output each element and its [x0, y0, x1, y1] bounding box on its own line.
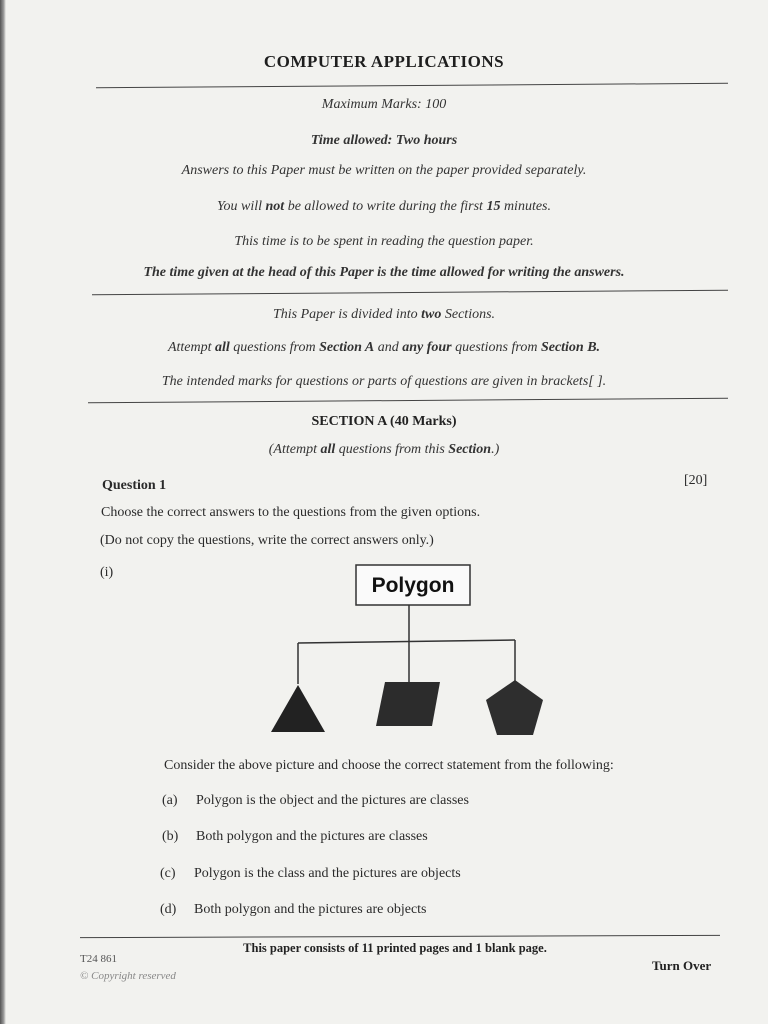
question-marks: [20]	[684, 473, 708, 488]
turn-over: Turn Over	[652, 958, 712, 973]
question-part-label: (i)	[100, 565, 114, 580]
divider	[88, 398, 728, 403]
pentagon-shape	[486, 680, 543, 735]
instruction-reading-time: You will not be allowed to write during the first 15 minutes.	[217, 199, 551, 214]
polygon-box-label: Polygon	[371, 574, 455, 597]
instruction-reading-purpose: This time is to be spent in reading the question paper.	[234, 234, 534, 249]
divider	[92, 290, 728, 295]
attempt-note: Attempt all questions from Section A and any four questions from Section B.	[167, 340, 601, 355]
question-prompt: Consider the above picture and choose the correct statement from the following:	[164, 758, 614, 773]
page-shadow-edge	[0, 0, 6, 1024]
instruction-time-given: The time given at the head of this Paper is the time allowed for writing the answers.	[143, 265, 625, 280]
instruction-answers: Answers to this Paper must be written on the paper provided separately.	[181, 163, 587, 178]
sections-note: This Paper is divided into two Sections.	[272, 307, 496, 322]
triangle-shape	[271, 685, 325, 732]
copyright-note: © Copyright reserved	[80, 970, 176, 982]
question-instruction: Choose the correct answers to the questions from the given options.	[101, 505, 481, 520]
option-a: (a) Polygon is the object and the pictures are classes	[162, 793, 469, 808]
option-d: (d) Both polygon and the pictures are objects	[160, 902, 427, 917]
question-label: Question 1	[102, 478, 167, 493]
question-note: (Do not copy the questions, write the correct answers only.)	[100, 533, 434, 548]
parallelogram-shape	[376, 682, 440, 726]
section-instruction: (Attempt all questions from this Section.)	[268, 442, 500, 457]
connector-line	[298, 640, 515, 643]
time-allowed: Time allowed: Two hours	[310, 133, 458, 148]
paper-code: T24 861	[80, 953, 117, 965]
footer-divider	[80, 935, 720, 938]
section-heading: SECTION A (40 Marks)	[311, 414, 457, 429]
polygon-hierarchy-diagram	[250, 560, 550, 740]
paper-title: COMPUTER APPLICATIONS	[263, 52, 505, 71]
option-b: (b) Both polygon and the pictures are classes	[162, 829, 428, 844]
marks-note: The intended marks for questions or parts of questions are given in brackets[ ].	[161, 374, 607, 389]
divider	[96, 83, 728, 88]
pages-note: This paper consists of 11 printed pages and 1 blank page.	[243, 941, 547, 955]
max-marks: Maximum Marks: 100	[321, 97, 447, 112]
option-c: (c) Polygon is the class and the pictures are objects	[160, 866, 461, 881]
